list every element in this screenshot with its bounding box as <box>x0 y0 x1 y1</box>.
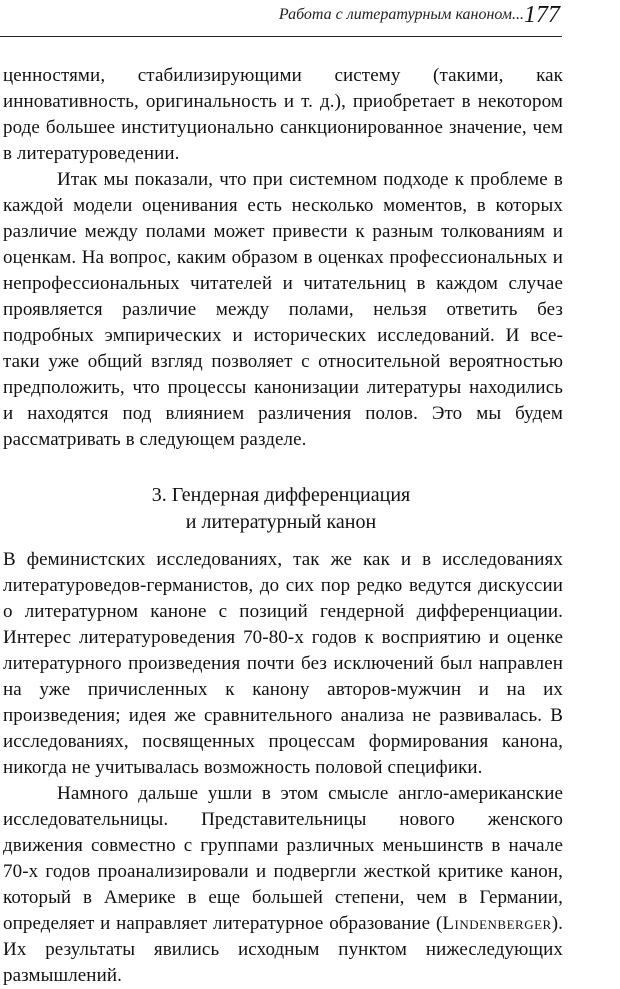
paragraph-text: ). Их результаты явились исходным пунктом нижеследующих размышлений. <box>3 913 563 986</box>
paragraph-last <box>3 781 563 989</box>
section-heading <box>0 482 562 536</box>
section-heading-line-1: 3. Гендерная дифференциация <box>151 484 411 506</box>
text-block-top <box>3 63 563 453</box>
paragraph-text: Намного дальше ушли в этом смысле англо-американские исследовательницы. Представительницы нового женского движения совместно с группами различных меньшинств в начале 70-х годов проанализировали и подвергли жесткой критике канон, который в Америке в еще большей степени, чем в Германии, определяет и направляет литературное образование ( <box>3 783 563 934</box>
text-block-bottom <box>3 547 563 989</box>
author-citation: Lindenberger <box>442 913 552 934</box>
paragraph: Итак мы показали, что при системном подходе к проблеме в каждой модели оценивания есть несколько моментов, в которых различие между полами может привести к разным толкованиям и оценкам. На вопрос, каким образом в оценках профессиональных и непрофессиональных читателей и читательниц в каждом случае проявляется различие между полами, нельзя ответить без подробных эмпирических и исторических исследований. И все-таки уже общий взгляд позволяет с относительной вероятностью предположить, что процессы канонизации литературы находились и находятся под влиянием различения полов. Это мы будем рассматривать в следующем разделе. <box>3 169 563 450</box>
page-number: 177 <box>524 2 560 28</box>
paragraph: В феминистских исследованиях, так же как и в исследованиях литературоведов-германистов, до сих пор редко ведутся дискуссии о литературном каноне с позиций гендерной дифференциации. Интерес литературоведения 70-80-х годов к восприятию и оценке литературного произведения почти без исключений был направлен на уже причисленных к канону авторов-мужчин и на их произведения; идея же сравнительного анализа не развивалась. В исследованиях, посвященных процессам формирования канона, никогда не учитывалась возможность половой специфики. <box>3 549 563 778</box>
header-rule <box>0 36 562 37</box>
paragraph: ценностями, стабилизирующими систему (такими, как инновативность, оригинальность и т. д.), приобретает в некотором роде большее институционально санкционированное значение, чем в литературоведении. <box>3 65 563 164</box>
section-heading-line-2: и литературный канон <box>185 511 377 533</box>
running-head <box>0 0 620 44</box>
running-title: Работа с литературным каноном... <box>278 6 524 23</box>
